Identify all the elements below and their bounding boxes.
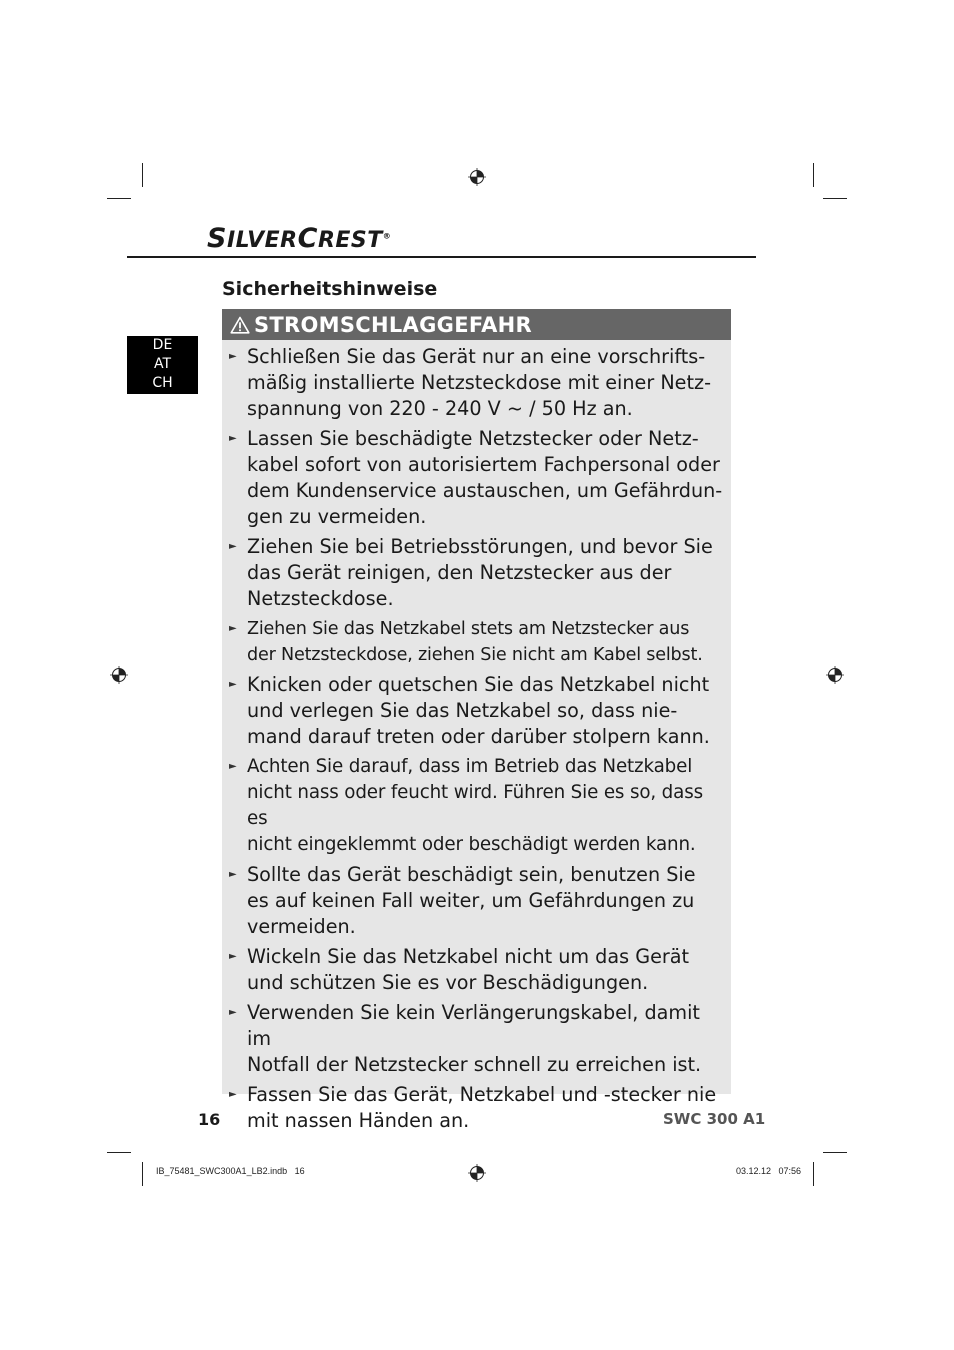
language-code: CH — [152, 375, 173, 391]
crop-mark — [107, 1152, 131, 1153]
crop-mark — [823, 198, 847, 199]
section-title: Sicherheitshinweise — [222, 278, 438, 300]
list-item: ► Wickeln Sie das Netzkabel nicht um das Gerät und schützen Sie es vor Beschädigungen. — [229, 945, 690, 994]
crop-mark — [142, 163, 143, 187]
registration-mark-icon — [110, 666, 128, 684]
list-item: ► Achten Sie darauf, dass im Betrieb das Netzkabel nicht nass oder feucht wird. Führen Sie es so, dass es nicht eingeklemmt oder beschädigt werden kann. — [229, 756, 703, 855]
list-item: ► Lassen Sie beschädigte Netzstecker oder Netz- kabel sofort von autorisiertem Fachpersonal oder dem Kundenservice austauschen, um Gefährdun- gen zu vermeiden. — [229, 427, 723, 528]
bullet-arrow-icon: ► — [229, 951, 237, 962]
bullet-arrow-icon: ► — [229, 623, 237, 634]
list-item: ► Knicken oder quetschen Sie das Netzkabel nicht und verlegen Sie das Netzkabel so, dass nie- mand darauf treten oder darüber stolpern kann. — [229, 673, 710, 748]
bullet-arrow-icon: ► — [229, 679, 237, 690]
file-info: IB_75481_SWC300A1_LB2.indb 16 — [156, 1166, 305, 1176]
page-number: 16 — [198, 1110, 221, 1129]
bullet-arrow-icon: ► — [229, 541, 237, 552]
bullet-arrow-icon: ► — [229, 433, 237, 444]
warning-list — [222, 344, 731, 1138]
brand-logo: SILVERCREST® — [207, 223, 392, 254]
list-item: ► Ziehen Sie das Netzkabel stets am Netzstecker aus der Netzsteckdose, ziehen Sie nicht am Kabel selbst. — [222, 616, 731, 668]
header-rule — [127, 256, 756, 258]
crop-mark — [107, 198, 131, 199]
bullet-arrow-icon: ► — [229, 761, 237, 772]
list-item: ► Verwenden Sie kein Verlängerungskabel, damit im Notfall der Netzstecker schnell zu erreichen ist. — [229, 1001, 702, 1076]
crop-mark — [823, 1152, 847, 1153]
date-info: 03.12.12 07:56 — [736, 1166, 802, 1176]
language-tab — [127, 336, 198, 394]
list-item: ► Sollte das Gerät beschädigt sein, benutzen Sie es auf keinen Fall weiter, um Gefährdungen zu vermeiden. — [229, 863, 696, 938]
bullet-arrow-icon: ► — [229, 351, 237, 362]
registration-mark-icon — [468, 1164, 486, 1182]
crop-mark — [813, 1162, 814, 1186]
crop-mark — [813, 163, 814, 187]
registration-mark-icon — [826, 666, 844, 684]
warning-title: STROMSCHLAGGEFAHR — [254, 312, 532, 337]
list-item: ► Fassen Sie das Gerät, Netzkabel und -stecker nie mit nassen Händen an. — [229, 1083, 717, 1132]
crop-mark — [142, 1162, 143, 1186]
language-code: AT — [153, 356, 172, 372]
list-item: ► Ziehen Sie bei Betriebsstörungen, und bevor Sie das Gerät reinigen, den Netzstecker aus der Netzsteckdose. — [229, 535, 713, 610]
warning-header — [222, 309, 731, 340]
bullet-arrow-icon: ► — [229, 1089, 237, 1100]
warning-triangle-icon — [230, 316, 250, 334]
model-number: SWC 300 A1 — [663, 1110, 766, 1128]
bullet-arrow-icon: ► — [229, 1007, 237, 1018]
registration-mark-icon — [468, 168, 486, 186]
bullet-arrow-icon: ► — [229, 869, 237, 880]
language-code: DE — [152, 337, 173, 353]
list-item: ► Schließen Sie das Gerät nur an eine vorschrifts- mäßig installierte Netzsteckdose mit einer Netz- spannung von 220 - 240 V ~ / 50 Hz an. — [229, 345, 711, 420]
